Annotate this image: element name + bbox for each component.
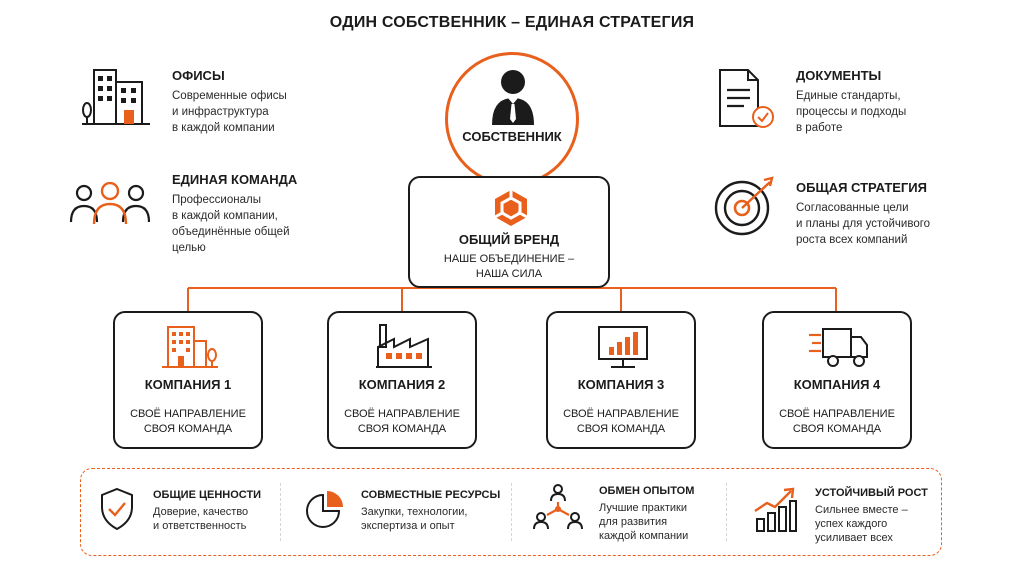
company-3-title: КОМПАНИЯ 3 bbox=[577, 377, 665, 392]
brand-subtitle: НАШЕ ОБЪЕДИНЕНИЕ – НАША СИЛА bbox=[443, 253, 575, 280]
city-building-icon bbox=[160, 323, 220, 371]
feature-offices-title: ОФИСЫ bbox=[172, 68, 225, 83]
target-icon bbox=[712, 176, 778, 236]
factory-icon bbox=[374, 323, 434, 371]
company-4-card bbox=[762, 311, 912, 449]
footer-resources: СОВМЕСТНЫЕ РЕСУРСЫ Закупки, технологии, экспертиза и опыт bbox=[361, 489, 501, 532]
brand-node bbox=[408, 176, 610, 288]
company-4-subtitle: СВОЁ НАПРАВЛЕНИЕ СВОЯ КОМАНДА bbox=[779, 408, 895, 435]
company-1-subtitle: СВОЁ НАПРАВЛЕНИЕ СВОЯ КОМАНДА bbox=[130, 408, 246, 435]
feature-documents-title: ДОКУМЕНТЫ bbox=[796, 68, 882, 83]
growth-chart-icon bbox=[753, 485, 797, 533]
feature-offices-text: Современные офисы и инфраструктура в каждой компании bbox=[172, 90, 287, 134]
company-1-title: КОМПАНИЯ 1 bbox=[144, 377, 232, 392]
shared-benefits-panel bbox=[80, 468, 942, 556]
feature-documents-text: Единые стандарты, процессы и подходы в работе bbox=[796, 90, 907, 134]
owner-label: СОБСТВЕННИК bbox=[462, 129, 562, 144]
feature-strategy-title: ОБЩАЯ СТРАТЕГИЯ bbox=[796, 180, 927, 195]
monitor-chart-icon bbox=[593, 323, 653, 371]
feature-team-text: Профессионалы в каждой компании, объединённые общей целью bbox=[172, 194, 290, 254]
shield-check-icon bbox=[99, 487, 135, 531]
pie-chart-icon bbox=[303, 489, 347, 531]
document-check-icon bbox=[718, 68, 776, 130]
brand-title: ОБЩИЙ БРЕНД bbox=[458, 232, 560, 247]
footer-experience: ОБМЕН ОПЫТОМ Лучшие практики для развития каждой компании bbox=[599, 485, 695, 542]
footer-growth: УСТОЙЧИВЫЙ РОСТ Сильнее вместе – успех каждого усиливает всех bbox=[815, 487, 928, 544]
company-3-card bbox=[546, 311, 696, 449]
office-building-icon bbox=[80, 66, 152, 128]
owner-node bbox=[445, 52, 579, 186]
network-people-icon bbox=[533, 483, 583, 533]
team-icon bbox=[68, 182, 152, 226]
company-2-card bbox=[327, 311, 477, 449]
company-2-title: КОМПАНИЯ 2 bbox=[358, 377, 446, 392]
delivery-truck-icon bbox=[809, 323, 869, 371]
owner-person-icon bbox=[490, 69, 536, 125]
footer-values: ОБЩИЕ ЦЕННОСТИ Доверие, качество и ответственность bbox=[153, 489, 262, 532]
company-1-card bbox=[113, 311, 263, 449]
brand-logo-icon bbox=[491, 188, 531, 228]
feature-team-title: ЕДИНАЯ КОМАНДА bbox=[172, 172, 298, 187]
feature-strategy-text: Согласованные цели и планы для устойчивого роста всех компаний bbox=[796, 202, 931, 246]
company-3-subtitle: СВОЁ НАПРАВЛЕНИЕ СВОЯ КОМАНДА bbox=[563, 408, 679, 435]
company-4-title: КОМПАНИЯ 4 bbox=[793, 377, 881, 392]
page-title: ОДИН СОБСТВЕННИК – ЕДИНАЯ СТРАТЕГИЯ bbox=[329, 14, 695, 31]
company-2-subtitle: СВОЁ НАПРАВЛЕНИЕ СВОЯ КОМАНДА bbox=[344, 408, 460, 435]
